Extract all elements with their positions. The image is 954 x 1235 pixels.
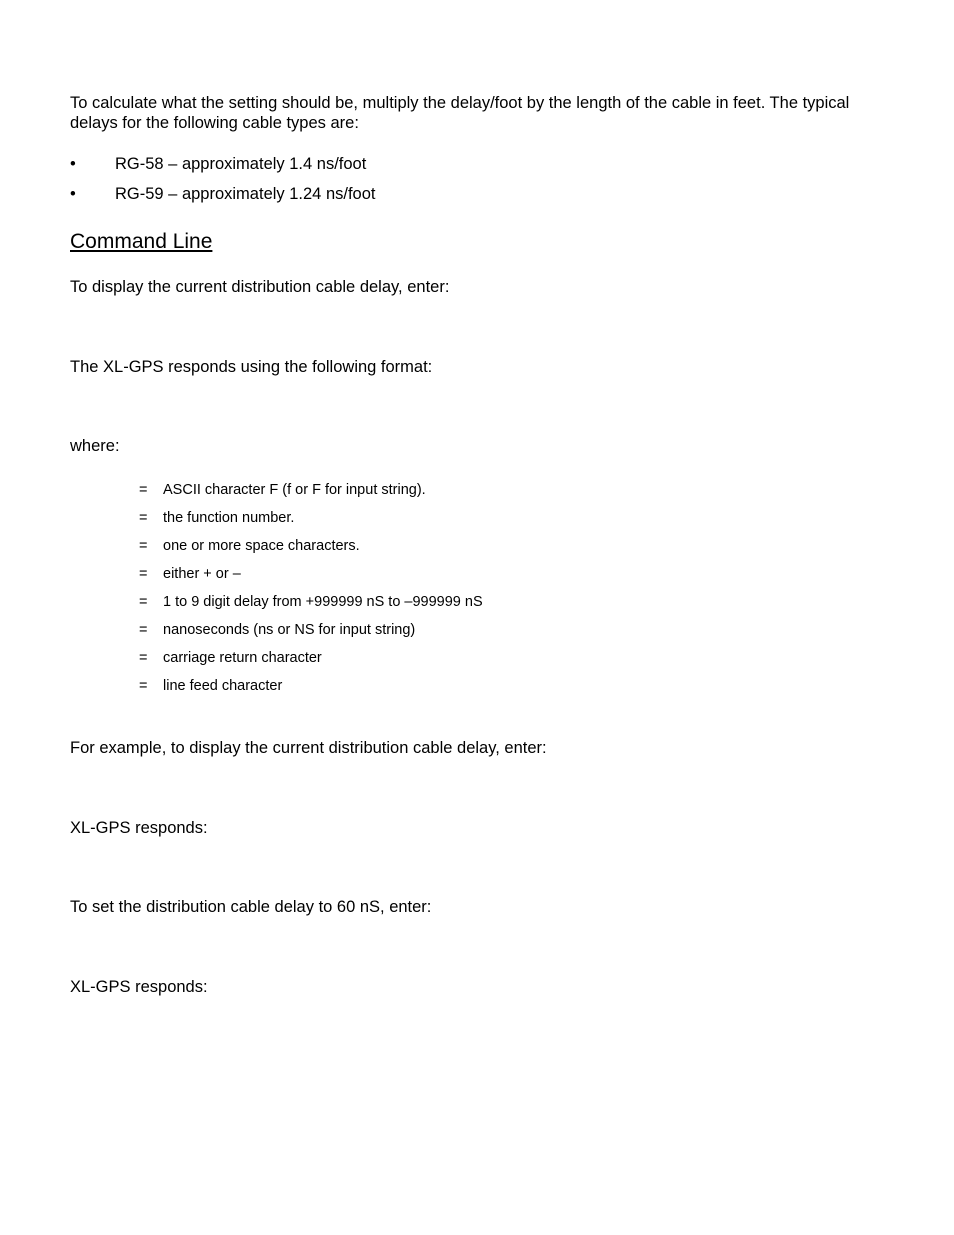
set-instruction: To set the distribution cable delay to 60 nS, enter: bbox=[70, 898, 432, 916]
responds-label: XL-GPS responds: bbox=[70, 819, 208, 837]
equals-sign: = bbox=[139, 510, 148, 526]
definition-text: carriage return character bbox=[163, 650, 322, 666]
definition-text: nanoseconds (ns or NS for input string) bbox=[163, 622, 416, 638]
section-heading: Command Line bbox=[70, 230, 213, 253]
equals-sign: = bbox=[139, 622, 148, 638]
intro-paragraph: To calculate what the setting should be, multiply the delay/foot by the length of the cable in feet. The typical delays for the following cable types are: bbox=[70, 94, 850, 132]
display-instruction: To display the current distribution cable delay, enter: bbox=[70, 278, 450, 296]
equals-sign: = bbox=[139, 678, 148, 694]
definition-text: either + or – bbox=[163, 566, 241, 582]
equals-sign: = bbox=[139, 538, 148, 554]
definition-text: one or more space characters. bbox=[163, 538, 360, 554]
response-format-intro: The XL-GPS responds using the following format: bbox=[70, 358, 433, 376]
equals-sign: = bbox=[139, 650, 148, 666]
equals-sign: = bbox=[139, 594, 148, 610]
bullet-marker: • bbox=[70, 185, 76, 203]
definition-text: line feed character bbox=[163, 678, 283, 694]
definition-text: the function number. bbox=[163, 510, 295, 526]
bullet-text: RG-59 – approximately 1.24 ns/foot bbox=[115, 185, 376, 203]
where-label: where: bbox=[70, 437, 120, 455]
bullet-text: RG-58 – approximately 1.4 ns/foot bbox=[115, 155, 367, 173]
example-intro: For example, to display the current distribution cable delay, enter: bbox=[70, 739, 547, 757]
equals-sign: = bbox=[139, 482, 148, 498]
responds-label: XL-GPS responds: bbox=[70, 978, 208, 996]
definition-text: ASCII character F (f or F for input string). bbox=[163, 482, 426, 498]
equals-sign: = bbox=[139, 566, 148, 582]
bullet-marker: • bbox=[70, 155, 76, 173]
definition-text: 1 to 9 digit delay from +999999 nS to –999999 nS bbox=[163, 594, 483, 610]
